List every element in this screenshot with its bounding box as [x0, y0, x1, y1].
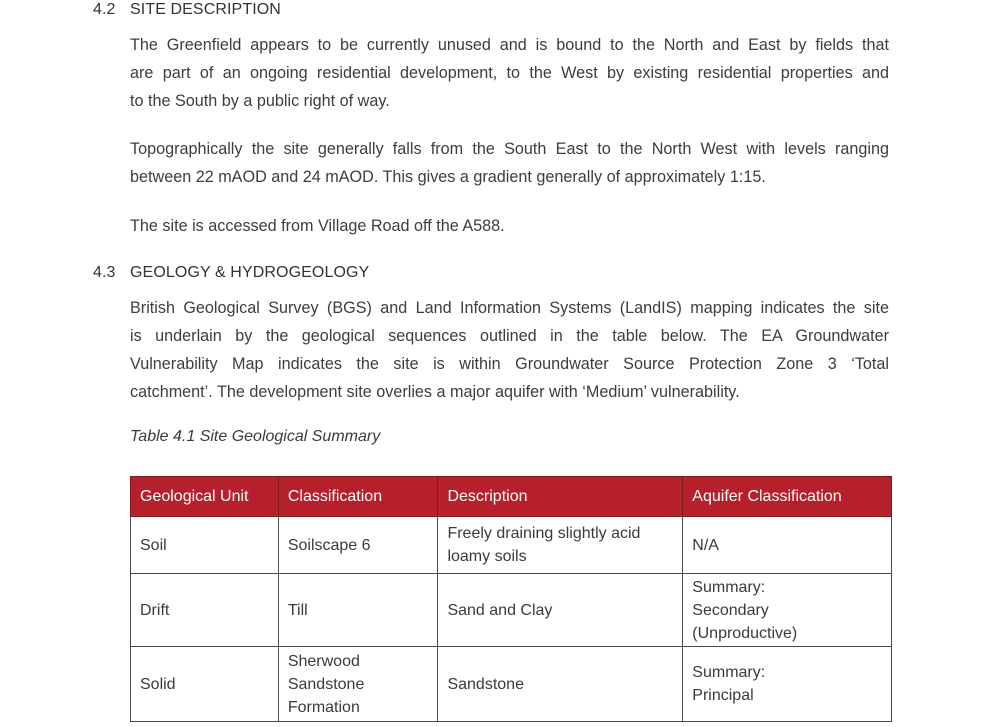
site-description-paragraph-2 — [130, 135, 889, 191]
table-header-row — [131, 477, 892, 517]
paragraph-line: Topographically the site generally falls from the South East to the North West with levels ranging — [130, 140, 889, 158]
paragraph-line: between 22 mAOD and 24 mAOD. This gives a gradient generally of approximately 1:15. — [130, 168, 766, 186]
paragraph-line: catchment’. The development site overlies a major aquifer with ‘Medium’ vulnerability. — [130, 383, 740, 401]
column-header: Geological Unit — [131, 477, 279, 517]
site-description-paragraph-3 — [130, 212, 889, 240]
table-caption: Table 4.1 Site Geological Summary — [130, 428, 381, 445]
column-header: Description — [438, 477, 683, 517]
description-cell — [438, 517, 683, 574]
cell-text: Summary: — [692, 578, 766, 596]
geological-unit-cell — [131, 517, 279, 574]
paragraph-line: Vulnerability Map indicates the site is within Groundwater Source Protection Zone 3 ‘Total — [130, 355, 889, 373]
geology-paragraph — [130, 294, 889, 406]
cell-text: (Unproductive) — [692, 624, 798, 642]
section-heading-4-3 — [93, 264, 369, 282]
table-row — [131, 574, 892, 647]
geological-unit-cell — [131, 574, 279, 647]
paragraph-line: The site is accessed from Village Road off the A588. — [130, 217, 505, 235]
paragraph-line: are part of an ongoing residential development, to the West by existing residential properties and — [130, 64, 889, 82]
cell-text: N/A — [692, 536, 719, 554]
section-title: SITE DESCRIPTION — [130, 1, 281, 18]
column-header: Aquifer Classification — [683, 477, 892, 517]
cell-text: Soilscape 6 — [287, 536, 371, 554]
cell-text: Solid — [140, 675, 176, 693]
site-description-paragraph-1 — [130, 31, 889, 115]
cell-text: loamy soils — [447, 548, 527, 565]
description-cell — [438, 574, 683, 647]
cell-text: Summary: — [692, 664, 766, 681]
cell-text: Freely draining slightly acid — [447, 525, 641, 542]
table-row — [131, 517, 892, 574]
aquifer-classification-cell — [683, 517, 892, 574]
cell-text: Drift — [140, 601, 170, 619]
description-cell — [438, 647, 683, 722]
cell-text: Principal — [692, 687, 754, 704]
paragraph-line: to the South by a public right of way. — [130, 92, 390, 110]
column-header: Classification — [278, 477, 438, 517]
cell-text: Sandstone — [287, 675, 365, 693]
classification-cell — [278, 574, 438, 647]
cell-text: Sandstone — [447, 675, 524, 693]
cell-text: Soil — [140, 536, 167, 554]
cell-text: Formation — [287, 698, 360, 716]
section-title: GEOLOGY & HYDROGEOLOGY — [130, 264, 370, 281]
section-number: 4.3 — [93, 264, 116, 281]
cell-text: Secondary — [692, 601, 769, 619]
geological-summary-table — [130, 476, 892, 722]
cell-text: Sand and Clay — [447, 601, 553, 619]
paragraph-line: The Greenfield appears to be currently unused and is bound to the North and East by fields that — [130, 36, 889, 54]
aquifer-classification-cell — [683, 574, 892, 647]
section-heading-4-2 — [93, 1, 281, 19]
aquifer-classification-cell — [683, 647, 892, 722]
table-row — [131, 647, 892, 722]
classification-cell — [278, 647, 438, 722]
paragraph-line: British Geological Survey (BGS) and Land Information Systems (LandIS) mapping indicates the site — [130, 299, 889, 317]
section-number: 4.2 — [93, 1, 116, 18]
classification-cell — [278, 517, 438, 574]
paragraph-line: is underlain by the geological sequences outlined in the table below. The EA Groundwater — [130, 327, 889, 345]
cell-text: Sherwood — [287, 652, 360, 670]
geological-unit-cell — [131, 647, 279, 722]
cell-text: Till — [287, 601, 308, 619]
